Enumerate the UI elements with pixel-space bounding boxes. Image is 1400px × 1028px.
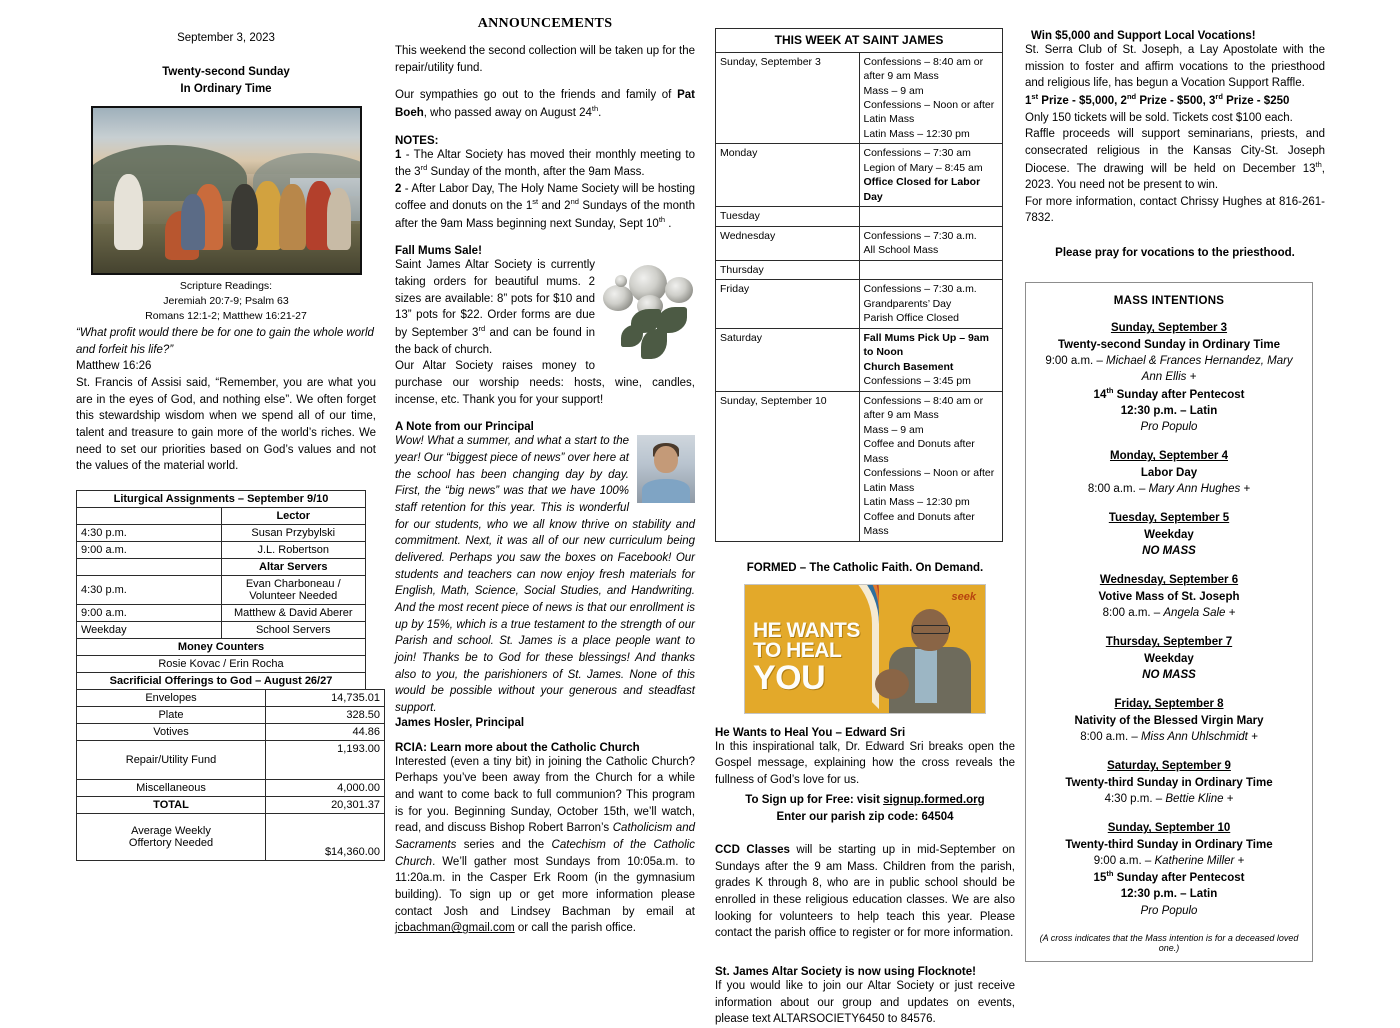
avg-line2: Offertory Needed bbox=[128, 837, 214, 850]
note2-text-d: . bbox=[665, 217, 672, 230]
note2-text-c: Sundays of the month after the 9am Mass beginning next Sunday, Sept 10 bbox=[395, 200, 696, 230]
offering-label: Miscellaneous bbox=[77, 780, 266, 797]
table-row bbox=[77, 508, 366, 525]
intention-block bbox=[1036, 820, 1302, 919]
lector-name: J.L. Robertson bbox=[221, 542, 366, 559]
table-row bbox=[716, 328, 1003, 391]
empty-cell bbox=[77, 508, 222, 525]
intention-date: Saturday, September 9 bbox=[1107, 760, 1231, 773]
flower-right bbox=[665, 277, 693, 303]
liturgical-title: Liturgical Assignments – September 9/10 bbox=[77, 491, 366, 508]
day-label: Saturday bbox=[716, 328, 860, 391]
rcia-series-title: Catholicism and Sacraments bbox=[395, 822, 695, 852]
sympathy-post: , who passed away on August 24 bbox=[423, 106, 592, 119]
event-item: Confessions – 7:30 a.m. bbox=[863, 229, 977, 242]
mums-paragraph-2: Our Altar Society raises money to purchase our worship needs: hosts, wine, candles, incense, etc. Thank you for your support! bbox=[395, 360, 695, 406]
table-row bbox=[77, 741, 385, 780]
day-label: Friday bbox=[716, 280, 860, 328]
intention-pentecost: 15th Sunday after Pentecost bbox=[1093, 869, 1245, 885]
rcia-text-3: . We’ll gather most Sundays from 10:05a.m. to 11:20a.m. in the Casper Erk Room (in the gymnasium building). To sign up or get more information please contact Josh and Lindsey Bachman by email at bbox=[395, 855, 695, 918]
leaf-3 bbox=[641, 329, 667, 359]
column-announcements bbox=[395, 0, 695, 937]
section-altar-servers: Altar Servers bbox=[221, 559, 366, 576]
formed-signup-link[interactable]: signup.formed.org bbox=[883, 793, 985, 806]
intention-date: Wednesday, September 6 bbox=[1099, 574, 1239, 587]
intention-date: Tuesday, September 5 bbox=[1108, 512, 1230, 525]
table-row bbox=[77, 707, 385, 724]
note2-text-a: - After Labor Day, The Holy Name Society will be hosting coffee and donuts on the 1 bbox=[395, 182, 695, 213]
intention-feast: Labor Day bbox=[1140, 466, 1198, 479]
intention-feast: Twenty-second Sunday in Ordinary Time bbox=[1058, 338, 1280, 351]
altar-name: Evan Charboneau / Volunteer Needed bbox=[221, 576, 366, 605]
offering-value: 328.50 bbox=[266, 707, 385, 724]
readings-label: Scripture Readings: bbox=[179, 280, 273, 293]
formed-promo-image bbox=[744, 584, 986, 714]
event-item: Mass – 9 am bbox=[863, 84, 924, 97]
flower-left bbox=[603, 285, 633, 311]
gospel-artwork-image bbox=[91, 106, 362, 275]
table-row bbox=[716, 207, 1003, 226]
mums-sale-heading: Fall Mums Sale! bbox=[395, 245, 482, 258]
raffle-paragraph-2: Only 150 tickets will be sold. Tickets cost $100 each. bbox=[1025, 111, 1293, 124]
ordinal-th: th bbox=[1106, 869, 1114, 879]
sunday-title bbox=[76, 64, 376, 97]
offering-label: Plate bbox=[77, 707, 266, 724]
note2-text-b: and 2 bbox=[538, 200, 571, 213]
day-events bbox=[859, 391, 1003, 541]
mass-intentions-title: MASS INTENTIONS bbox=[1113, 295, 1225, 308]
table-row bbox=[77, 639, 366, 656]
rcia-catechism-title: Catechism of the Catholic Church bbox=[395, 839, 695, 868]
money-counters-names: Rosie Kovac / Erin Rocha bbox=[77, 656, 366, 673]
table-row bbox=[77, 724, 385, 741]
speaker-shirt bbox=[915, 649, 937, 703]
pray-for-vocations-line: Please pray for vocations to the priesthood. bbox=[1055, 247, 1295, 260]
avg-offertory-value: $14,360.00 bbox=[266, 814, 385, 861]
prize-1-text: Prize - $5,000, bbox=[1038, 94, 1121, 107]
intention-date: Sunday, September 10 bbox=[1107, 822, 1231, 835]
figure-ochre bbox=[279, 184, 306, 250]
prize-3-text: Prize - $250 bbox=[1222, 94, 1290, 107]
intention-block bbox=[1036, 448, 1302, 497]
table-row bbox=[716, 280, 1003, 328]
day-events bbox=[859, 144, 1003, 207]
table-row bbox=[716, 144, 1003, 207]
note2-ordinal-2: nd bbox=[570, 197, 579, 207]
event-item: Confessions – 8:40 am or after 9 am Mass bbox=[863, 55, 984, 83]
prize-3-num: 3 bbox=[1209, 94, 1216, 107]
table-row bbox=[77, 525, 366, 542]
sympathy-ordinal: th bbox=[591, 104, 599, 114]
table-row bbox=[77, 656, 366, 673]
rcia-text-4: or call the parish office. bbox=[514, 922, 636, 935]
intention-block bbox=[1036, 320, 1302, 435]
intention-date: Friday, September 8 bbox=[1114, 698, 1224, 711]
readings-line2: Romans 12:1-2; Matthew 16:21-27 bbox=[145, 310, 307, 323]
principal-note-heading: A Note from our Principal bbox=[395, 421, 534, 434]
announcements-heading: ANNOUNCEMENTS bbox=[477, 16, 613, 31]
day-events bbox=[859, 226, 1003, 260]
empty-cell bbox=[77, 559, 222, 576]
column-schedule bbox=[715, 0, 1015, 1028]
flocknote-heading: St. James Altar Society is now using Flocknote! bbox=[715, 966, 976, 979]
prize-2-ordinal: nd bbox=[1126, 92, 1137, 102]
raffle-contact: For more information, contact Chrissy Hughes at 816-261-7832. bbox=[1025, 195, 1325, 225]
sunday-title-line1: Twenty-second Sunday bbox=[162, 66, 290, 78]
bulletin-date: September 3, 2023 bbox=[177, 32, 275, 44]
raffle-p3-ordinal: th bbox=[1315, 159, 1322, 169]
event-item: Legion of Mary – 8:45 am bbox=[863, 161, 983, 174]
intention-names: Miss Ann Uhlschmidt + bbox=[1140, 731, 1258, 744]
rcia-text-1: Interested (even a tiny bit) in joining the Catholic Church? Perhaps you’ve been away from the Church for a while and want to come back to full communion? This program is for you. Beginning Sunday, October 15th, we’ll watch, read, and discuss Bishop Robert Barron’s bbox=[395, 755, 695, 835]
readings-line1: Jeremiah 20:7-9; Psalm 63 bbox=[163, 295, 289, 308]
offering-label: Repair/Utility Fund bbox=[77, 741, 266, 780]
table-row bbox=[77, 673, 366, 690]
altar-name: Matthew & David Aberer bbox=[221, 605, 366, 622]
formed-headline bbox=[753, 618, 860, 697]
intention-block bbox=[1036, 696, 1302, 745]
intention-names: Angela Sale + bbox=[1163, 607, 1236, 620]
principal-note-body: Wow! What a summer, and what a start to the year! Our “biggest piece of news” over here at the school has been changing day by day. First, the “big news” was that we have 100% staff retention for this year. This is wonderful for our students, who we all know thrive on stability and commitment. Next, it was all of our new curriculum being delivered. Perhaps you saw the boxes on Facebook! Our students and teachers can now enjoy fresh materials for English, Math, Science, Social Studies, and Handwriting. And the most recent piece of news is that our enrollment is up by 15%, which is a true testament to the strength of our Parish and school. St. James is a place people want to join! Thanks be to God for these blessings! And thanks also to you, the parishioners of St. James. None of this would be possible without your generous and steadfast support. bbox=[395, 435, 695, 714]
intention-no-mass: NO MASS bbox=[1142, 545, 1196, 558]
formed-heading: FORMED – The Catholic Faith. On Demand. bbox=[746, 561, 984, 574]
table-row bbox=[716, 52, 1003, 144]
altar-name: School Servers bbox=[221, 622, 366, 639]
day-label: Sunday, September 3 bbox=[716, 52, 860, 144]
table-row bbox=[716, 391, 1003, 541]
table-row bbox=[77, 559, 366, 576]
day-label: Sunday, September 10 bbox=[716, 391, 860, 541]
intention-no-mass: NO MASS bbox=[1142, 669, 1196, 682]
intention-mass: 9:00 a.m. – Katherine Miller + bbox=[1093, 854, 1245, 867]
event-item: Confessions – 7:30 am bbox=[863, 147, 971, 160]
raffle-paragraph-1: St. Serra Club of St. Joseph, a Lay Apostolate with the mission to foster and affirm vocations to the priesthood and religious life, has begun a Vocation Support Raffle. bbox=[1025, 44, 1325, 90]
altar-time: Weekday bbox=[77, 622, 222, 639]
table-row bbox=[77, 690, 385, 707]
event-item: Confessions – Noon or after Latin Mass bbox=[863, 99, 995, 126]
chrysanthemum-illustration bbox=[603, 259, 695, 371]
altar-time: 9:00 a.m. bbox=[77, 605, 222, 622]
ccd-label: CCD Classes bbox=[715, 844, 790, 857]
intention-mass: 4:30 p.m. – Bettie Kline + bbox=[1104, 793, 1234, 805]
event-item: Grandparents’ Day bbox=[863, 297, 952, 310]
raffle-prizes bbox=[1025, 92, 1325, 110]
rcia-heading: RCIA: Learn more about the Catholic Church bbox=[395, 741, 640, 754]
intention-feast: Nativity of the Blessed Virgin Mary bbox=[1074, 714, 1264, 727]
event-item: Parish Office Closed bbox=[863, 312, 960, 325]
prize-2-num: 2 bbox=[1120, 94, 1127, 107]
intention-names: Bettie Kline + bbox=[1165, 793, 1234, 805]
mums-ordinal: rd bbox=[478, 324, 486, 334]
day-events bbox=[859, 52, 1003, 144]
sympathy-paragraph bbox=[395, 87, 695, 121]
intention-block bbox=[1036, 572, 1302, 621]
formed-zip-line: Enter our parish zip code: 64504 bbox=[776, 810, 954, 823]
seek-logo: seek bbox=[951, 590, 976, 603]
table-row bbox=[77, 780, 385, 797]
mass-intentions-box bbox=[1025, 282, 1313, 962]
offering-value: 14,735.01 bbox=[266, 690, 385, 707]
intention-feast: Weekday bbox=[1144, 652, 1194, 665]
event-item: Latin Mass – 12:30 pm bbox=[863, 496, 970, 509]
sunday-title-line2: In Ordinary Time bbox=[180, 82, 272, 95]
speaker-illustration bbox=[881, 609, 977, 713]
principal-signature: James Hosler, Principal bbox=[395, 716, 525, 729]
day-label: Monday bbox=[716, 144, 860, 207]
table-row bbox=[77, 622, 366, 639]
photo-face bbox=[654, 446, 677, 473]
headline-line2: TO HEAL bbox=[753, 639, 842, 663]
speaker-glasses bbox=[912, 625, 950, 634]
table-row bbox=[77, 814, 385, 861]
event-item: Church Basement bbox=[863, 360, 954, 373]
intention-feast: Twenty-third Sunday in Ordinary Time bbox=[1065, 838, 1273, 851]
table-row bbox=[77, 576, 366, 605]
intention-feast: Votive Mass of St. Joseph bbox=[1098, 590, 1240, 603]
sympathy-pre: Our sympathies go out to the friends and family of bbox=[395, 89, 678, 102]
day-label: Wednesday bbox=[716, 226, 860, 260]
offering-value: 4,000.00 bbox=[266, 780, 385, 797]
day-label: Thursday bbox=[716, 260, 860, 279]
note1-ordinal: rd bbox=[420, 163, 428, 173]
note2-ordinal-3: th bbox=[658, 214, 666, 224]
prize-2-text: Prize - $500, bbox=[1136, 94, 1209, 107]
column-vocations-intentions bbox=[1025, 0, 1325, 962]
note1-text-a: - The Altar Society has moved their monthly meeting to the 3 bbox=[395, 148, 695, 179]
rcia-body bbox=[395, 754, 695, 937]
day-events bbox=[859, 207, 1003, 226]
mums-text-a: Saint James Altar Society is currently taking orders for beautiful mums. 2 sizes are available: 8” pots for $10 and 13” pots for $22. Order forms are due by September 3 bbox=[395, 259, 595, 339]
intention-latin-time: 12:30 p.m. – Latin bbox=[1120, 404, 1218, 417]
ccd-paragraph bbox=[715, 842, 1015, 942]
event-item: Confessions – Noon or after Latin Mass bbox=[863, 467, 995, 494]
rcia-email-link[interactable]: jcbachman@gmail.com bbox=[395, 922, 515, 935]
intention-date: Monday, September 4 bbox=[1109, 450, 1228, 463]
figure-dark bbox=[231, 184, 258, 250]
note2-number: 2 bbox=[395, 182, 402, 195]
offering-value: 44.86 bbox=[266, 724, 385, 741]
intention-pro-populo: Pro Populo bbox=[1140, 904, 1198, 917]
intention-date: Sunday, September 3 bbox=[1110, 322, 1228, 335]
event-item: Mass – 9 am bbox=[863, 423, 924, 436]
intention-names: Katherine Miller + bbox=[1154, 854, 1245, 867]
event-item: Office Closed for Labor Day bbox=[863, 176, 981, 203]
figure-christ bbox=[114, 174, 143, 250]
event-item: Confessions – 7:30 a.m. bbox=[863, 283, 977, 296]
raffle-paragraph-3 bbox=[1025, 126, 1325, 194]
event-item: Coffee and Donuts after Mass bbox=[863, 510, 975, 538]
intention-mass: 8:00 a.m. – Miss Ann Uhlschmidt + bbox=[1080, 731, 1258, 744]
leaf-4 bbox=[621, 325, 643, 347]
intention-mass: 8:00 a.m. – Angela Sale + bbox=[1102, 607, 1236, 620]
sympathy-end: . bbox=[598, 106, 602, 119]
note1-number: 1 bbox=[395, 148, 402, 161]
prize-3-ordinal: rd bbox=[1215, 92, 1223, 102]
figure-blue bbox=[181, 194, 205, 250]
column-left bbox=[76, 0, 380, 861]
principal-photo bbox=[637, 435, 695, 503]
scripture-readings bbox=[76, 279, 376, 324]
day-events bbox=[859, 260, 1003, 279]
table-row bbox=[716, 260, 1003, 279]
signup-label: To Sign up for Free: visit bbox=[745, 793, 884, 806]
avg-line1: Average Weekly bbox=[131, 825, 211, 838]
flocknote-body: If you would like to join our Altar Society or just receive information about our group and updates on events, please text ALTARSOCIETY6450 to 84576. bbox=[715, 980, 1015, 1026]
day-events bbox=[859, 280, 1003, 328]
flower-bud bbox=[615, 275, 627, 287]
lector-time: 4:30 p.m. bbox=[77, 525, 222, 542]
raffle-heading: Win $5,000 and Support Local Vocations! bbox=[1031, 30, 1256, 42]
headline-line1: HE WANTS bbox=[753, 618, 860, 642]
speaker-hand bbox=[875, 669, 909, 699]
headline-line3: YOU bbox=[753, 658, 826, 697]
formed-signup-line bbox=[715, 792, 1015, 809]
deceased-name: Pat Boeh bbox=[395, 89, 695, 119]
section-money-counters: Money Counters bbox=[77, 639, 366, 656]
altar-time: 4:30 p.m. bbox=[77, 576, 222, 605]
table-header-row bbox=[716, 29, 1003, 53]
avg-offertory-label bbox=[77, 814, 266, 861]
intention-mass: 8:00 a.m. – Mary Ann Hughes + bbox=[1087, 483, 1251, 496]
gospel-quote: “What profit would there be for one to gain the whole world and forfeit his life?” bbox=[76, 327, 374, 356]
note-1 bbox=[395, 147, 695, 181]
intention-block bbox=[1036, 634, 1302, 683]
lector-name: Susan Przybylski bbox=[221, 525, 366, 542]
table-row bbox=[77, 542, 366, 559]
offerings-title: Sacrificial Offerings to God – August 26/27 bbox=[77, 673, 366, 690]
mums-sale-section bbox=[395, 257, 695, 408]
second-collection-paragraph: This weekend the second collection will be taken up for the repair/utility fund. bbox=[395, 45, 695, 74]
offering-label: Votives bbox=[77, 724, 266, 741]
event-item: Latin Mass – 12:30 pm bbox=[863, 127, 970, 140]
raffle-p3-a: Raffle proceeds will support seminarians, priests, and consecrated religious in the Kansas City-St. Joseph Diocese. The drawing will be held on December 13 bbox=[1025, 128, 1325, 175]
table-row bbox=[77, 797, 385, 814]
rcia-text-2: series and the bbox=[456, 839, 552, 852]
offering-label: Envelopes bbox=[77, 690, 266, 707]
offering-total-label: TOTAL bbox=[77, 797, 266, 814]
event-item: Confessions – 3:45 pm bbox=[863, 375, 971, 388]
table-row bbox=[716, 226, 1003, 260]
prize-1-ordinal: st bbox=[1031, 92, 1039, 102]
event-item: Coffee and Donuts after Mass bbox=[863, 438, 975, 465]
intention-block bbox=[1036, 510, 1302, 559]
formed-talk-heading: He Wants to Heal You – Edward Sri bbox=[715, 726, 906, 739]
formed-talk-body: In this inspirational talk, Dr. Edward Sri breaks open the Gospel message, explaining how the cross reveals the fullness of God’s love for us. bbox=[715, 740, 1015, 786]
intention-pentecost: 14th Sunday after Pentecost bbox=[1093, 385, 1245, 401]
note2-ordinal-1: st bbox=[532, 197, 539, 207]
ccd-body: will be starting up in mid-September on Sundays after the 9 am Mass. Children from the parish, grades K through 8, who are in public school should be enrolled in these religious education classes. We are also looking for volunteers to help teach this year. Please contact the parish office to register or for more information. bbox=[715, 844, 1015, 940]
intention-feast: Weekday bbox=[1144, 528, 1194, 541]
prize-1-num: 1 bbox=[1025, 94, 1032, 107]
offering-value: 1,193.00 bbox=[266, 741, 385, 780]
offering-total-value: 20,301.37 bbox=[266, 797, 385, 814]
mums-text-b: and can be found in the back of church. bbox=[395, 326, 595, 356]
day-events bbox=[859, 328, 1003, 391]
principal-note-section bbox=[395, 433, 695, 716]
intention-block bbox=[1036, 758, 1302, 807]
intention-date: Thursday, September 7 bbox=[1105, 636, 1233, 649]
event-item: All School Mass bbox=[863, 244, 939, 257]
notes-label: NOTES: bbox=[395, 134, 439, 147]
intention-mass: 9:00 a.m. – Michael & Frances Hernandez, Mary Ann Ellis + bbox=[1045, 354, 1293, 384]
lector-time: 9:00 a.m. bbox=[77, 542, 222, 559]
stewardship-reflection: St. Francis of Assisi said, “Remember, you are what you are in the eyes of God, and nothing else”. We often forget this stewardship wisdom when we spend all of our time, talent and treasure to gain more of the world’s riches. We need to set our priorities based on God’s values and not the values of the material world. bbox=[76, 377, 376, 473]
note1-text-b: Sunday of the month, after the 9am Mass. bbox=[427, 166, 645, 179]
intention-names: Mary Ann Hughes + bbox=[1148, 483, 1251, 496]
intention-names: Michael & Frances Hernandez, Mary Ann Ellis + bbox=[1106, 354, 1293, 384]
event-item: Fall Mums Pick Up – 9am to Noon bbox=[863, 331, 989, 359]
liturgical-assignments-table bbox=[76, 490, 366, 690]
note-2 bbox=[395, 181, 695, 233]
gospel-reference: Matthew 16:26 bbox=[76, 360, 152, 373]
offerings-table bbox=[76, 689, 385, 861]
event-item: Confessions – 8:40 am or after 9 am Mass bbox=[863, 394, 984, 422]
intention-latin-time: 12:30 p.m. – Latin bbox=[1120, 888, 1218, 901]
this-week-title: THIS WEEK AT SAINT JAMES bbox=[716, 29, 1003, 53]
intention-feast: Twenty-third Sunday in Ordinary Time bbox=[1065, 776, 1273, 789]
figure-pale-right bbox=[327, 188, 351, 251]
table-header-row bbox=[77, 491, 366, 508]
table-row bbox=[77, 605, 366, 622]
day-label: Tuesday bbox=[716, 207, 860, 226]
this-week-table bbox=[715, 28, 1003, 542]
photo-shirt bbox=[642, 479, 691, 503]
ordinal-th: th bbox=[1106, 385, 1114, 395]
raffle-p3-b: , 2023. You need not be present to win. bbox=[1025, 162, 1325, 192]
intention-pro-populo: Pro Populo bbox=[1140, 421, 1198, 434]
cross-footnote: (A cross indicates that the Mass intention is for a deceased loved one.) bbox=[1039, 933, 1299, 954]
section-lector: Lector bbox=[221, 508, 366, 525]
